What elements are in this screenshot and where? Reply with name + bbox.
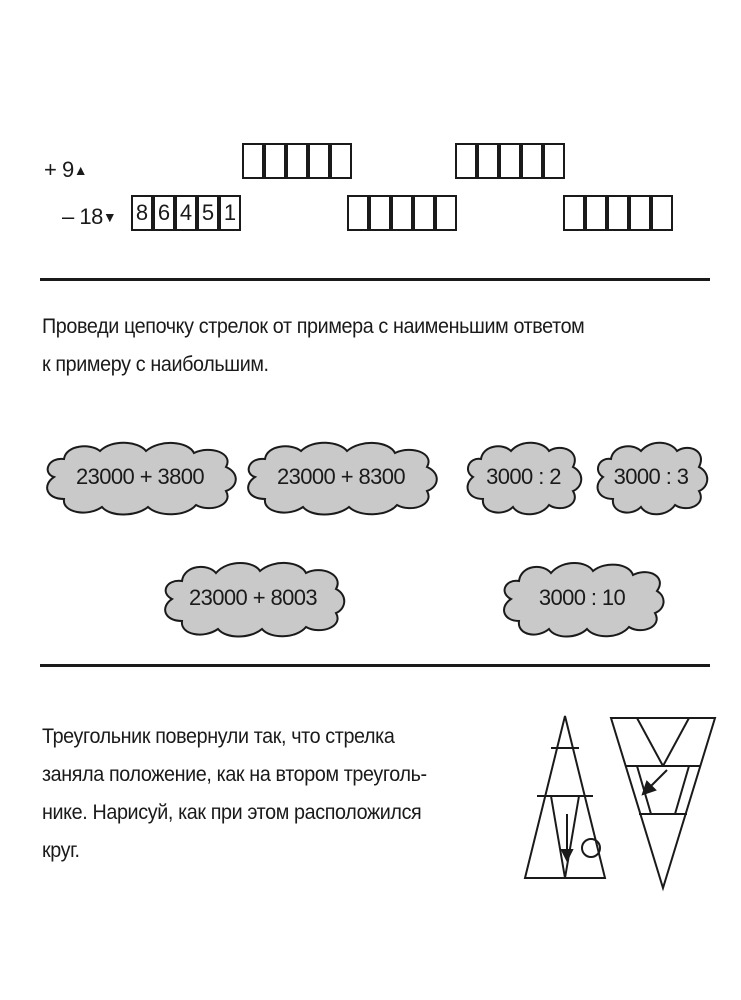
expression-cloud[interactable] (241, 437, 441, 517)
chain-up-operation (44, 157, 87, 183)
chain-start-digit: 8 (131, 195, 153, 231)
task1-line: Проведи цепочку стрелок от примера с наименьшим ответом (42, 315, 585, 338)
task2-line: Треугольник повернули так, что стрелка (42, 725, 395, 748)
expression-text: 23000 + 8300 (277, 464, 405, 489)
chain-down-operation (62, 204, 116, 230)
expression-cloud[interactable] (591, 437, 711, 517)
answer-cell[interactable] (286, 143, 308, 179)
answer-cell[interactable] (477, 143, 499, 179)
expression-cloud[interactable] (461, 437, 586, 517)
expression-cloud[interactable] (158, 557, 348, 639)
answer-cell[interactable] (585, 195, 607, 231)
arrow-down-icon (562, 814, 572, 860)
chain-start-digit: 5 (197, 195, 219, 231)
expression-text: 3000 : 10 (538, 585, 626, 610)
chain-start-digit: 6 (153, 195, 175, 231)
task1-text (42, 308, 700, 384)
task2-line: заняла положение, как на втором треуголь- (42, 763, 427, 786)
answer-cell[interactable] (369, 195, 391, 231)
chain-start-digit: 1 (219, 195, 241, 231)
answer-cell[interactable] (347, 195, 369, 231)
answer-cell[interactable] (607, 195, 629, 231)
answer-cell[interactable] (308, 143, 330, 179)
inverted-triangle (611, 718, 715, 888)
expression-text: 3000 : 3 (613, 464, 689, 489)
expression-text: 23000 + 3800 (76, 464, 204, 489)
expression-cloud[interactable] (497, 557, 667, 639)
section-divider (40, 278, 710, 281)
answer-cell[interactable] (499, 143, 521, 179)
expression-cloud[interactable] (40, 437, 240, 517)
answer-cell[interactable] (391, 195, 413, 231)
task2-text (42, 718, 503, 870)
arrow-diagonal-icon (643, 770, 667, 794)
task1-line: к примеру с наибольшим. (42, 353, 269, 376)
answer-cell[interactable] (242, 143, 264, 179)
arrow-down-icon: ▼ (102, 209, 117, 225)
answer-cell[interactable] (629, 195, 651, 231)
answer-cell[interactable] (413, 195, 435, 231)
section-divider (40, 664, 710, 667)
chain-down-label: – 18 (62, 204, 103, 229)
task2-line: круг. (42, 839, 80, 862)
expression-text: 23000 + 8003 (189, 585, 317, 610)
chain-start-digit: 4 (175, 195, 197, 231)
expression-text: 3000 : 2 (486, 464, 561, 489)
answer-cell[interactable] (330, 143, 352, 179)
answer-cell[interactable] (264, 143, 286, 179)
answer-cell[interactable] (521, 143, 543, 179)
answer-cell[interactable] (651, 195, 673, 231)
answer-cell[interactable] (435, 195, 457, 231)
chain-up-label: + 9 (44, 157, 74, 182)
answer-cell[interactable] (563, 195, 585, 231)
triangles-figure (519, 710, 719, 900)
task2-line: нике. Нарисуй, как при этом расположился (42, 801, 422, 824)
arrow-up-icon: ▲ (73, 162, 88, 178)
answer-cell[interactable] (543, 143, 565, 179)
answer-cell[interactable] (455, 143, 477, 179)
